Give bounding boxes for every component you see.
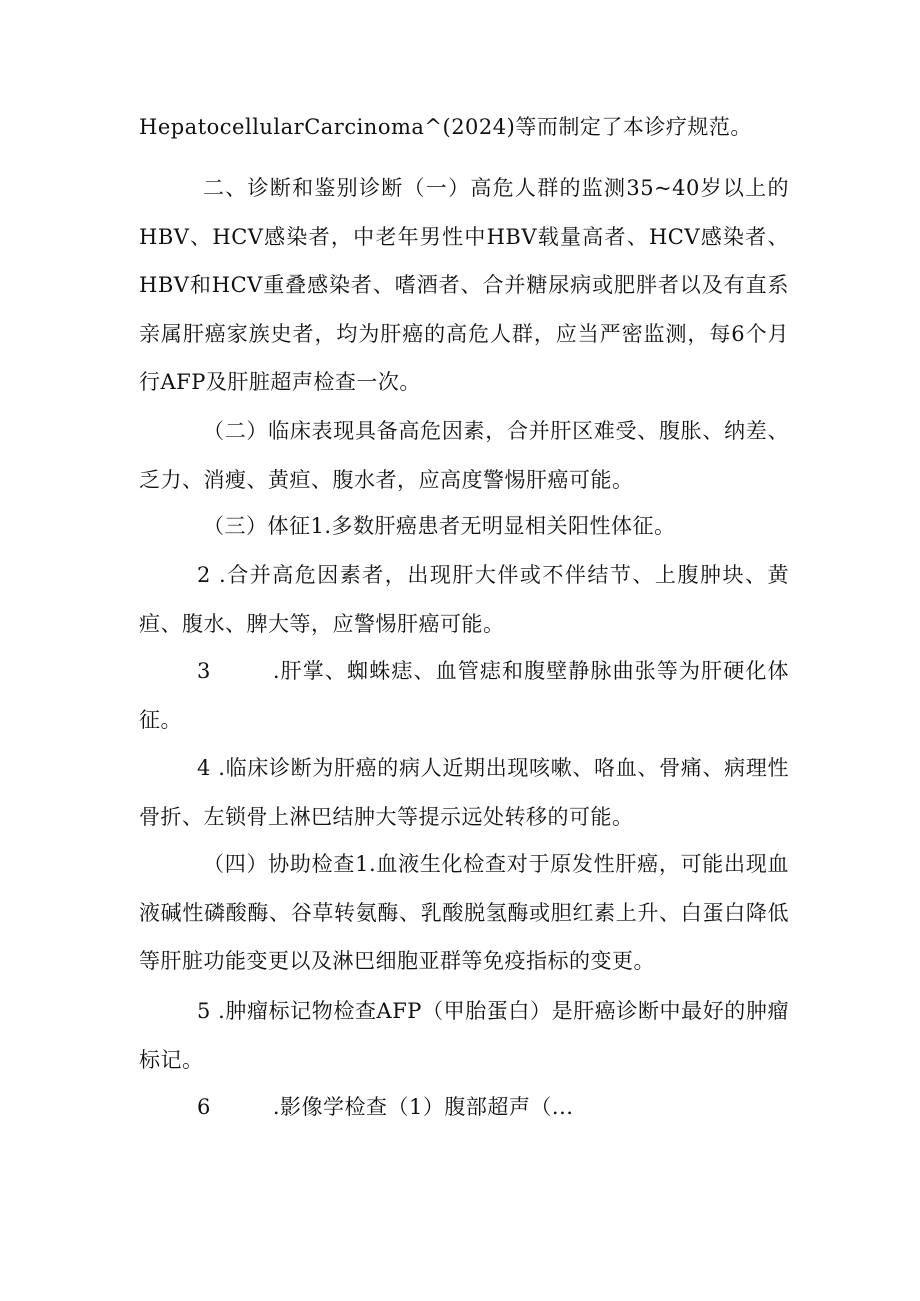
- paragraph-signs-1: （三）体征1.多数肝癌患者无明显相关阳性体征。: [203, 514, 676, 538]
- paragraph-tumor-markers: 5 .肿瘤标记物检查AFP（甲胎蛋白）是肝癌诊断中最好的肿瘤标记。: [139, 999, 789, 1072]
- paragraph-high-risk-monitoring: 二、诊断和鉴别诊断（一）高危人群的监测35~40岁以上的HBV、HCV感染者，中老年男性中HBV载量高者、HCV感染者、HBV和HCV重叠感染者、嗜酒者、合并糖尿病或肥胖者以及有直系亲属肝癌家族史者，均为肝癌的高危人群，应当严密监测，每6个月行AFP及肝脏超声检查一次。: [139, 176, 789, 394]
- paragraph-signs-3: [139, 647, 789, 744]
- paragraph-signs-4: 4 .临床诊断为肝癌的病人近期出现咳嗽、咯血、骨痛、病理性骨折、左锁骨上淋巴结肿大等提示远处转移的可能。: [139, 756, 789, 829]
- paragraph-intro-end: HepatocellularCarcinoma^(2024)等而制定了本诊疗规范。: [139, 115, 752, 139]
- item-text: .肝掌、蜘蛛痣、血管痣和腹壁静脉曲张等为肝硬化体征。: [139, 659, 789, 732]
- paragraph-clinical-manifestation: （二）临床表现具备高危因素，合并肝区难受、腹胀、纳差、乏力、消瘦、黄疸、腹水者，应高度警惕肝癌可能。: [139, 419, 789, 492]
- item-number: 3: [197, 659, 211, 683]
- item-text: .影像学检查（1）腹部超声（...: [272, 1095, 574, 1119]
- paragraph-auxiliary-exam: （四）协助检查1.血液生化检查对于原发性肝癌，可能出现血液碱性磷酸酶、谷草转氨酶、乳酸脱氢酶或胆红素上升、白蛋白降低等肝脏功能变更以及淋巴细胞亚群等免疫指标的变更。: [139, 852, 789, 973]
- paragraph-signs-2: 2 .合并高危因素者，出现肝大伴或不伴结节、上腹肿块、黄疸、腹水、脾大等，应警惕肝癌可能。: [139, 563, 789, 636]
- paragraph-imaging: [139, 1083, 789, 1132]
- item-number: 6: [197, 1095, 211, 1119]
